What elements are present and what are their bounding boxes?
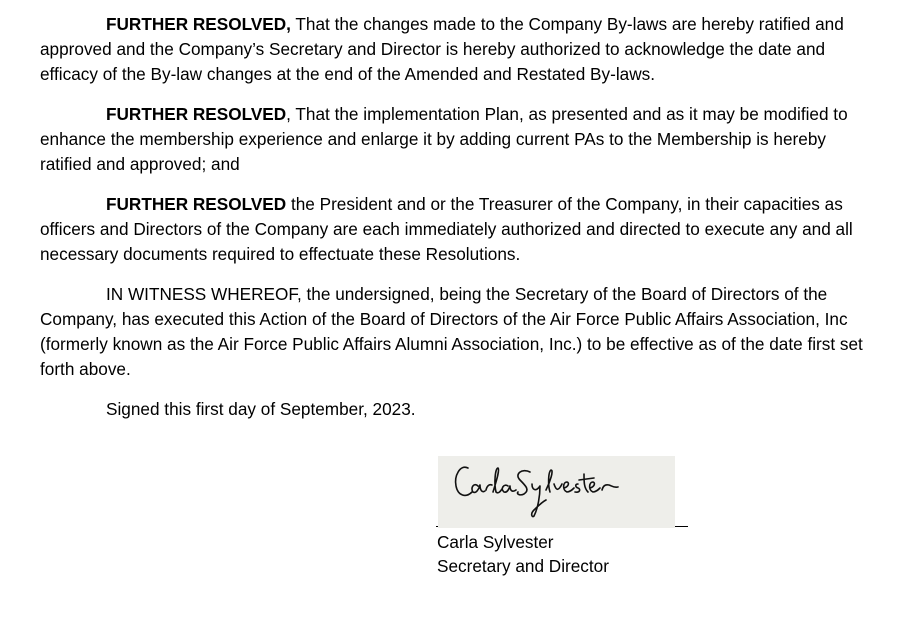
document-body xyxy=(40,12,876,437)
resolution-text: , That the implementation Plan, as presented and as it may be modified to enhance the membership experience and enlarge it by adding current PAs to the Membership is hereby ratified and approved; and xyxy=(40,104,848,174)
signature-block xyxy=(436,456,688,578)
witness-paragraph xyxy=(40,282,876,382)
resolution-lead: FURTHER RESOLVED xyxy=(106,104,287,124)
resolution-lead: FURTHER RESOLVED, xyxy=(106,14,291,34)
resolution-paragraph-2 xyxy=(40,102,876,177)
resolution-text: That the changes made to the Company By-laws are hereby ratified and approved and the Company’s Secretary and Director is hereby authorized to acknowledge the date and efficacy of the By-law changes at the end of the Amended and Restated By-laws. xyxy=(40,14,844,84)
witness-text: IN WITNESS WHEREOF, the undersigned, being the Secretary of the Board of Directors of the Company, has executed this Action of the Board of Directors of the Air Force Public Affairs Association, Inc (formerly known as the Air Force Public Affairs Alumni Association, Inc.) to be effective as of the date first set forth above. xyxy=(40,284,863,379)
signer-name: Carla Sylvester xyxy=(437,532,554,552)
signed-date-text: Signed this first day of September, 2023. xyxy=(106,399,416,419)
resolution-paragraph-1 xyxy=(40,12,876,87)
signer-title: Secretary and Director xyxy=(437,556,609,576)
resolution-text: the President and or the Treasurer of the Company, in their capacities as officers and Directors of the Company are each immediately authorized and directed to execute any and all necessary documents required to effectuate these Resolutions. xyxy=(40,194,853,264)
handwritten-signature xyxy=(438,456,675,528)
resolution-paragraph-3 xyxy=(40,192,876,267)
resolution-lead: FURTHER RESOLVED xyxy=(106,194,287,214)
signed-date-paragraph xyxy=(40,397,876,422)
signature-scribble xyxy=(438,456,675,528)
